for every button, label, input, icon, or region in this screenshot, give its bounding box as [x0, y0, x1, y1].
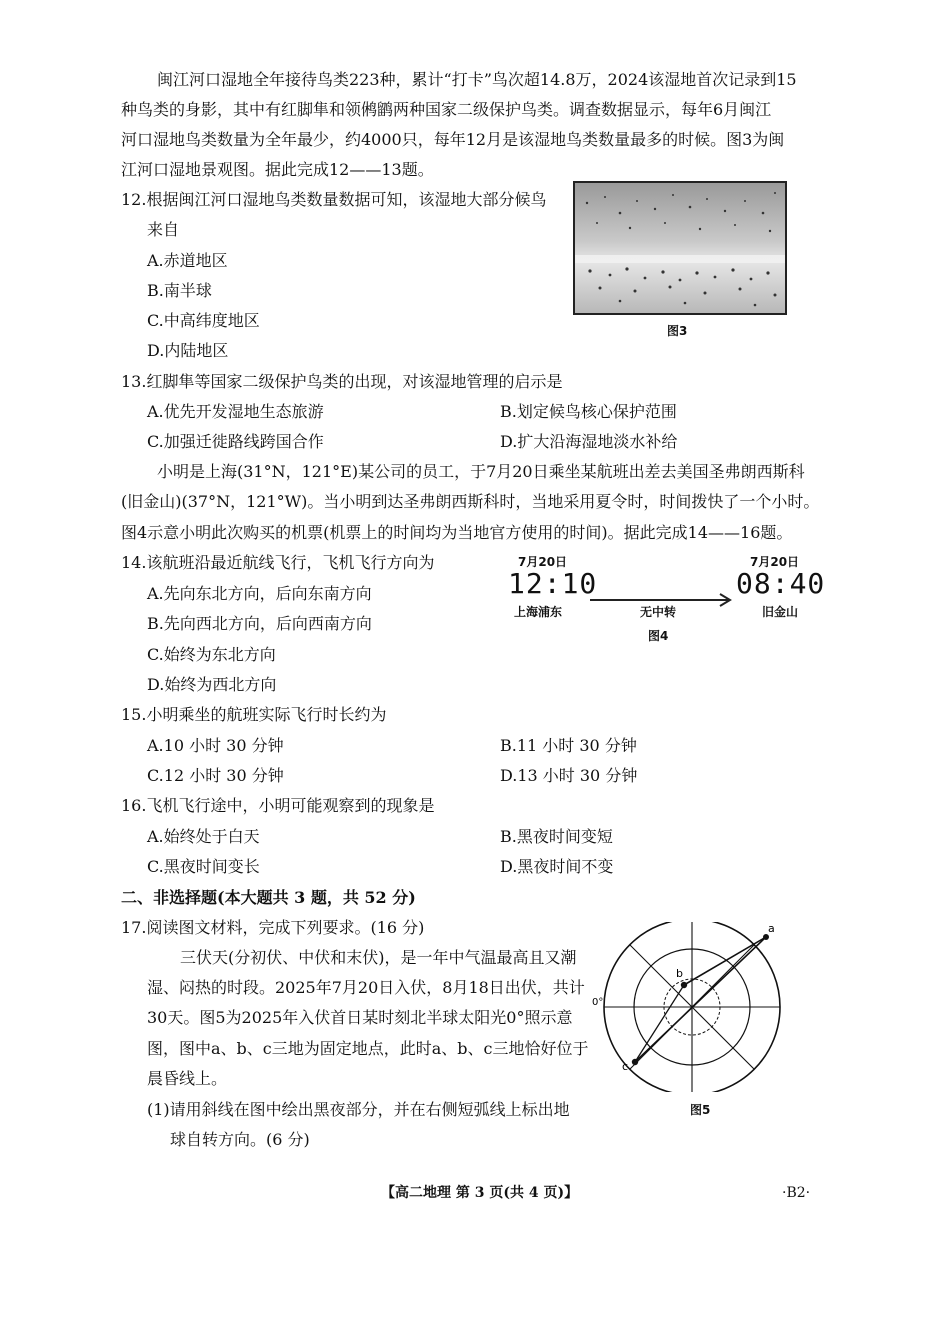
terminator-line-a-b — [684, 937, 766, 985]
q14-option-d: D.始终为西北方向 — [147, 675, 277, 694]
section2-heading: 二、非选择题(本大题共 3 题，共 52 分) — [121, 888, 416, 907]
q17-text-line5: 晨昏线上。 — [147, 1069, 228, 1088]
passage1-line1: 闽江河口湿地全年接待鸟类223种，累计“打卡”鸟次超14.8万，2024该湿地首次记录到15 — [157, 70, 797, 89]
arrival-date: 7月20日 — [750, 555, 800, 569]
no-transfer-note: 无中转 — [640, 605, 677, 619]
flight-ticket — [500, 553, 830, 648]
q14-option-a: A.先向东北方向，后向东南方向 — [147, 584, 372, 603]
label-0-degree: 0° — [592, 997, 604, 1008]
q12-stem-cont: 来自 — [147, 220, 180, 239]
q12-option-d: D.内陆地区 — [147, 341, 229, 360]
label-b: b — [676, 967, 683, 980]
fig4-caption: 图4 — [648, 629, 669, 643]
q13-option-a: A.优先开发湿地生态旅游 — [147, 402, 324, 421]
passage1-line4: 江河口湿地景观图。据此完成12——13题。 — [121, 160, 434, 179]
q16-option-b: B.黑夜时间变短 — [500, 827, 613, 846]
terminator-line-b-c — [635, 985, 684, 1062]
arrival-time: 08:40 — [736, 567, 826, 600]
arrival-place: 旧金山 — [762, 605, 799, 619]
q14-option-c: C.始终为东北方向 — [147, 645, 276, 664]
passage2-line3: 图4示意小明此次购买的机票(机票上的时间均为当地官方使用的时间)。据此完成14——16题。 — [121, 523, 793, 542]
label-a: a — [768, 922, 775, 935]
q15-option-c: C.12 小时 30 分钟 — [147, 766, 284, 785]
q16-option-c: C.黑夜时间变长 — [147, 857, 260, 876]
q17-text-line4: 图，图中a、b、c三地为固定地点，此时a、b、c三地恰好位于 — [147, 1039, 589, 1058]
fig5-diagram — [590, 922, 790, 1092]
q12-option-a: A.赤道地区 — [147, 251, 228, 270]
point-c — [632, 1059, 638, 1065]
q14-option-b: B.先向西北方向，后向西南方向 — [147, 614, 372, 633]
fig5-caption: 图5 — [690, 1103, 711, 1117]
q17-sub1-line1: (1)请用斜线在图中绘出黑夜部分，并在右侧短弧线上标出地 — [147, 1100, 570, 1119]
q12-stem: 12.根据闽江河口湿地鸟类数量数据可知，该湿地大部分候鸟 — [121, 190, 547, 209]
departure-time: 12:10 — [508, 567, 598, 600]
q13-option-c: C.加强迁徙路线跨国合作 — [147, 432, 324, 451]
q16-option-d: D.黑夜时间不变 — [500, 857, 614, 876]
terminator-line-a-c — [635, 937, 766, 1062]
page-footer: 【高二地理 第 3 页(共 4 页)】 — [381, 1185, 579, 1201]
fig3-caption: 图3 — [667, 324, 688, 338]
q15-option-d: D.13 小时 30 分钟 — [500, 766, 638, 785]
point-b — [681, 982, 687, 988]
q14-stem: 14.该航班沿最近航线飞行，飞机飞行方向为 — [121, 553, 435, 572]
q17-sub1-line2: 球自转方向。(6 分) — [170, 1130, 310, 1149]
passage1-line2: 种鸟类的身影，其中有红脚隼和领鸺鹠两种国家二级保护鸟类。调查数据显示，每年6月闽江 — [121, 100, 772, 119]
q17-text-line3: 30天。图5为2025年入伏首日某时刻北半球太阳光0°照示意 — [147, 1008, 573, 1027]
q16-stem: 16.飞机飞行途中，小明可能观察到的现象是 — [121, 796, 435, 815]
footer-code: ·B2· — [782, 1185, 811, 1201]
wetland-photo — [573, 181, 787, 315]
q17-text-line2: 湿、闷热的时段。2025年7月20日入伏，8月18日出伏，共计 — [147, 978, 585, 997]
wetland-photo-image — [575, 183, 785, 313]
label-c: c — [622, 1060, 629, 1073]
passage2-line2: (旧金山)(37°N，121°W)。当小明到达圣弗朗西斯科时，当地采用夏令时，时间拨快了一个小时。 — [121, 492, 820, 511]
departure-date: 7月20日 — [518, 555, 568, 569]
q15-stem: 15.小明乘坐的航班实际飞行时长约为 — [121, 705, 387, 724]
q13-option-b: B.划定候鸟核心保护范围 — [500, 402, 677, 421]
q17-text-line1: 三伏天(分初伏、中伏和末伏)，是一年中气温最高且又潮 — [180, 948, 577, 967]
q17-stem: 17.阅读图文材料，完成下列要求。(16 分) — [121, 918, 425, 937]
q12-option-b: B.南半球 — [147, 281, 212, 300]
departure-place: 上海浦东 — [514, 605, 563, 619]
passage2-line1: 小明是上海(31°N，121°E)某公司的员工，于7月20日乘坐某航班出差去美国圣弗朗西斯科 — [157, 462, 805, 481]
q13-stem: 13.红脚隼等国家二级保护鸟类的出现，对该湿地管理的启示是 — [121, 372, 563, 391]
passage1-line3: 河口湿地鸟类数量为全年最少，约4000只，每年12月是该湿地鸟类数量最多的时候。图3为闽 — [121, 130, 785, 149]
q13-option-d: D.扩大沿海湿地淡水补给 — [500, 432, 678, 451]
q16-option-a: A.始终处于白天 — [147, 827, 260, 846]
q15-option-b: B.11 小时 30 分钟 — [500, 736, 637, 755]
q15-option-a: A.10 小时 30 分钟 — [147, 736, 284, 755]
q12-option-c: C.中高纬度地区 — [147, 311, 260, 330]
